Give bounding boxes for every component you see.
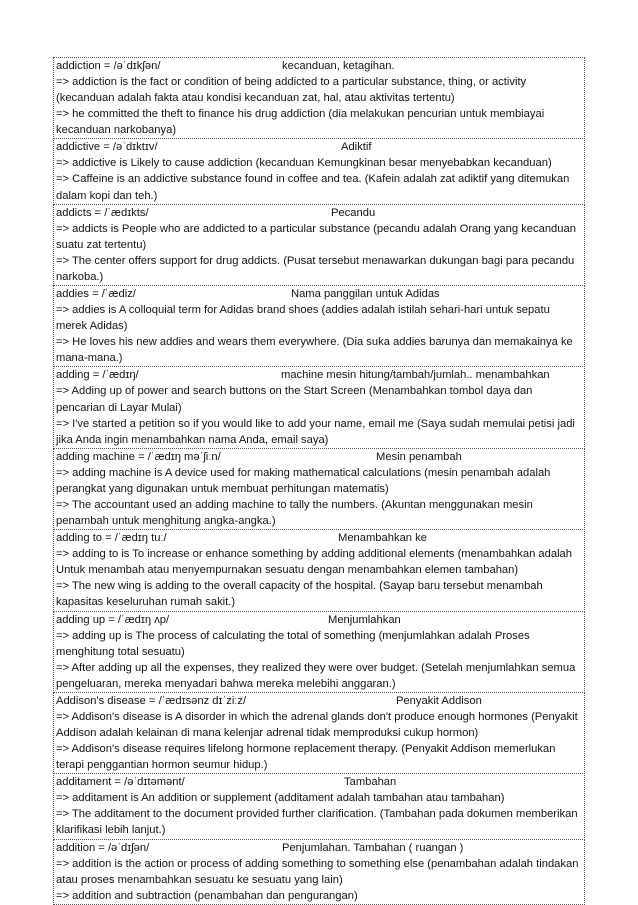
entry-definition: => addictive is Likely to cause addiction (kecanduan Kemungkinan besar menyebabkan kecanduan) [56, 157, 552, 170]
dictionary-entry [53, 692, 585, 774]
dictionary-entry [53, 773, 585, 839]
entry-meaning: Pecandu [331, 206, 376, 219]
entry-header [56, 58, 582, 74]
dictionary-entry [53, 204, 585, 286]
entry-term: additament = /əˈdɪtəmənt/ [56, 776, 185, 789]
entry-meaning: Menjumlahkan [328, 613, 401, 626]
dictionary-page [53, 57, 585, 905]
entry-example: => addition and subtraction (penambahan dan pengurangan) [56, 889, 358, 902]
entry-header [56, 139, 582, 155]
entry-example: => He loves his new addies and wears them everywhere. (Dia suka addies barunya dan memakainya ke mana-mana.) [56, 336, 573, 365]
entry-example: => I've started a petition so if you would like to add your name, email me (Saya sudah memulai petisi jadi jika Anda ingin menambahkan nama Anda, email saya) [56, 417, 575, 446]
entry-meaning: Tambahan [344, 776, 397, 789]
entry-definition: => adding to is To increase or enhance something by adding additional elements (menambahkan adalah Untuk menambah atau menyempurnakan sesuatu dengan menambahkan elemen tambahan) [56, 548, 573, 577]
dictionary-entry [53, 138, 585, 204]
entry-example: => he committed the theft to finance his drug addiction (dia melakukan pencurian untuk membiayai kecanduan narkobanya) [56, 108, 545, 137]
entry-definition: => addition is the action or process of adding something to something else (penambahan adalah tindakan atau proses menambahkan sesuatu ke sesuatu yang lain) [56, 857, 579, 886]
dictionary-entry [53, 448, 585, 530]
entry-example: => The center offers support for drug addicts. (Pusat tersebut menawarkan dukungan bagi para pecandu narkoba.) [56, 254, 575, 283]
entry-term: adding machine = /ˈædɪŋ məˈʃiːn/ [56, 450, 221, 463]
entry-example: => The additament to the document provided further clarification. (Tambahan pada dokumen memberikan klarifikasi lebih lanjut.) [56, 808, 578, 837]
entry-term: addictive = /əˈdɪktɪv/ [56, 141, 158, 154]
entry-header [56, 774, 582, 790]
entry-meaning: Penyakit Addison [396, 694, 482, 707]
entry-header [56, 286, 582, 302]
dictionary-entry [53, 57, 585, 139]
entry-definition: => Adding up of power and search buttons on the Start Screen (Menambahkan tombol daya dan pencarian di Layar Mulai) [56, 385, 533, 414]
entry-meaning: Nama panggilan untuk Adidas [291, 288, 440, 301]
entry-meaning: kecanduan, ketagihan. [282, 60, 395, 72]
entry-definition: => addicts is People who are addicted to a particular substance (pecandu adalah Orang yang kecanduan suatu zat tertentu) [56, 222, 576, 251]
entry-meaning: machine mesin hitung/tambah/jumlah.. menambahkan [281, 369, 550, 382]
entry-definition: => adding up is The process of calculating the total of something (menjumlahkan adalah Proses menghitung total sesuatu) [56, 629, 530, 658]
entry-header [56, 205, 582, 221]
entry-term: addies = /ˈædiz/ [56, 288, 136, 301]
entry-example: => After adding up all the expenses, they realized they were over budget. (Setelah menjumlahkan semua pengeluaran, mereka menyadari bahwa mereka melebihi anggaran.) [56, 661, 576, 690]
dictionary-entry [53, 366, 585, 448]
entry-term: Addison's disease = /ˈædɪsənz dɪˈziːz/ [56, 694, 247, 707]
entry-definition: => Addison's disease is A disorder in which the adrenal glands don't produce enough hormones (Penyakit Addison adalah kelainan di mana kelenjar adrenal tidak memproduksi cukup hormon) [56, 710, 578, 739]
entry-term: addicts = /ˈædɪkts/ [56, 206, 149, 219]
entry-header [56, 367, 582, 383]
entry-header [56, 449, 582, 465]
entry-header [56, 693, 582, 709]
entry-meaning: Menambahkan ke [338, 532, 427, 545]
entry-header [56, 612, 582, 628]
entry-term: adding to = /ˈædɪŋ tuː/ [56, 532, 167, 545]
entry-definition: => adding machine is A device used for making mathematical calculations (mesin penambah adalah perangkat yang digunakan untuk membuat perhitungan matematis) [56, 466, 551, 495]
entry-example: => Addison's disease requires lifelong hormone replacement therapy. (Penyakit Addison memerlukan terapi penggantian hormon seumur hidup.) [56, 743, 556, 772]
entry-meaning: Mesin penambah [376, 450, 462, 463]
entry-term: addiction = /əˈdɪkʃən/ [56, 60, 161, 72]
dictionary-entry [53, 285, 585, 367]
entry-meaning: Penjumlahan. Tambahan ( ruangan ) [282, 841, 464, 854]
dictionary-entry [53, 839, 585, 905]
dictionary-entry [53, 529, 585, 611]
entry-header [56, 530, 582, 546]
entry-header [56, 840, 582, 856]
entry-example: => The new wing is adding to the overall capacity of the hospital. (Sayap baru tersebut menambah kapasitas keseluruhan rumah sakit.) [56, 580, 543, 609]
entry-example: => Caffeine is an addictive substance found in coffee and tea. (Kafein adalah zat adiktif yang ditemukan dalam kopi dan teh.) [56, 173, 570, 202]
entry-meaning: Adiktif [341, 141, 372, 154]
entry-example: => The accountant used an adding machine to tally the numbers. (Akuntan menggunakan mesin penambah untuk menghitung angka-angka.) [56, 498, 533, 528]
entry-definition: => additament is An addition or supplement (additament adalah tambahan atau tambahan) [56, 792, 505, 805]
entry-term: adding up = /ˈædɪŋ ʌp/ [56, 613, 170, 626]
entry-term: addition = /əˈdɪʃən/ [56, 841, 150, 854]
dictionary-entry [53, 611, 585, 693]
entry-definition: => addies is A colloquial term for Adidas brand shoes (addies adalah istilah sehari-hari untuk sepatu merek Adidas) [56, 304, 550, 333]
entry-term: adding = /ˈædɪŋ/ [56, 369, 139, 382]
entry-definition: => addiction is the fact or condition of being addicted to a particular substance, thing, or activity (kecanduan adalah fakta atau kondisi kecanduan zat, hal, atau aktivitas tertentu) [56, 76, 527, 105]
